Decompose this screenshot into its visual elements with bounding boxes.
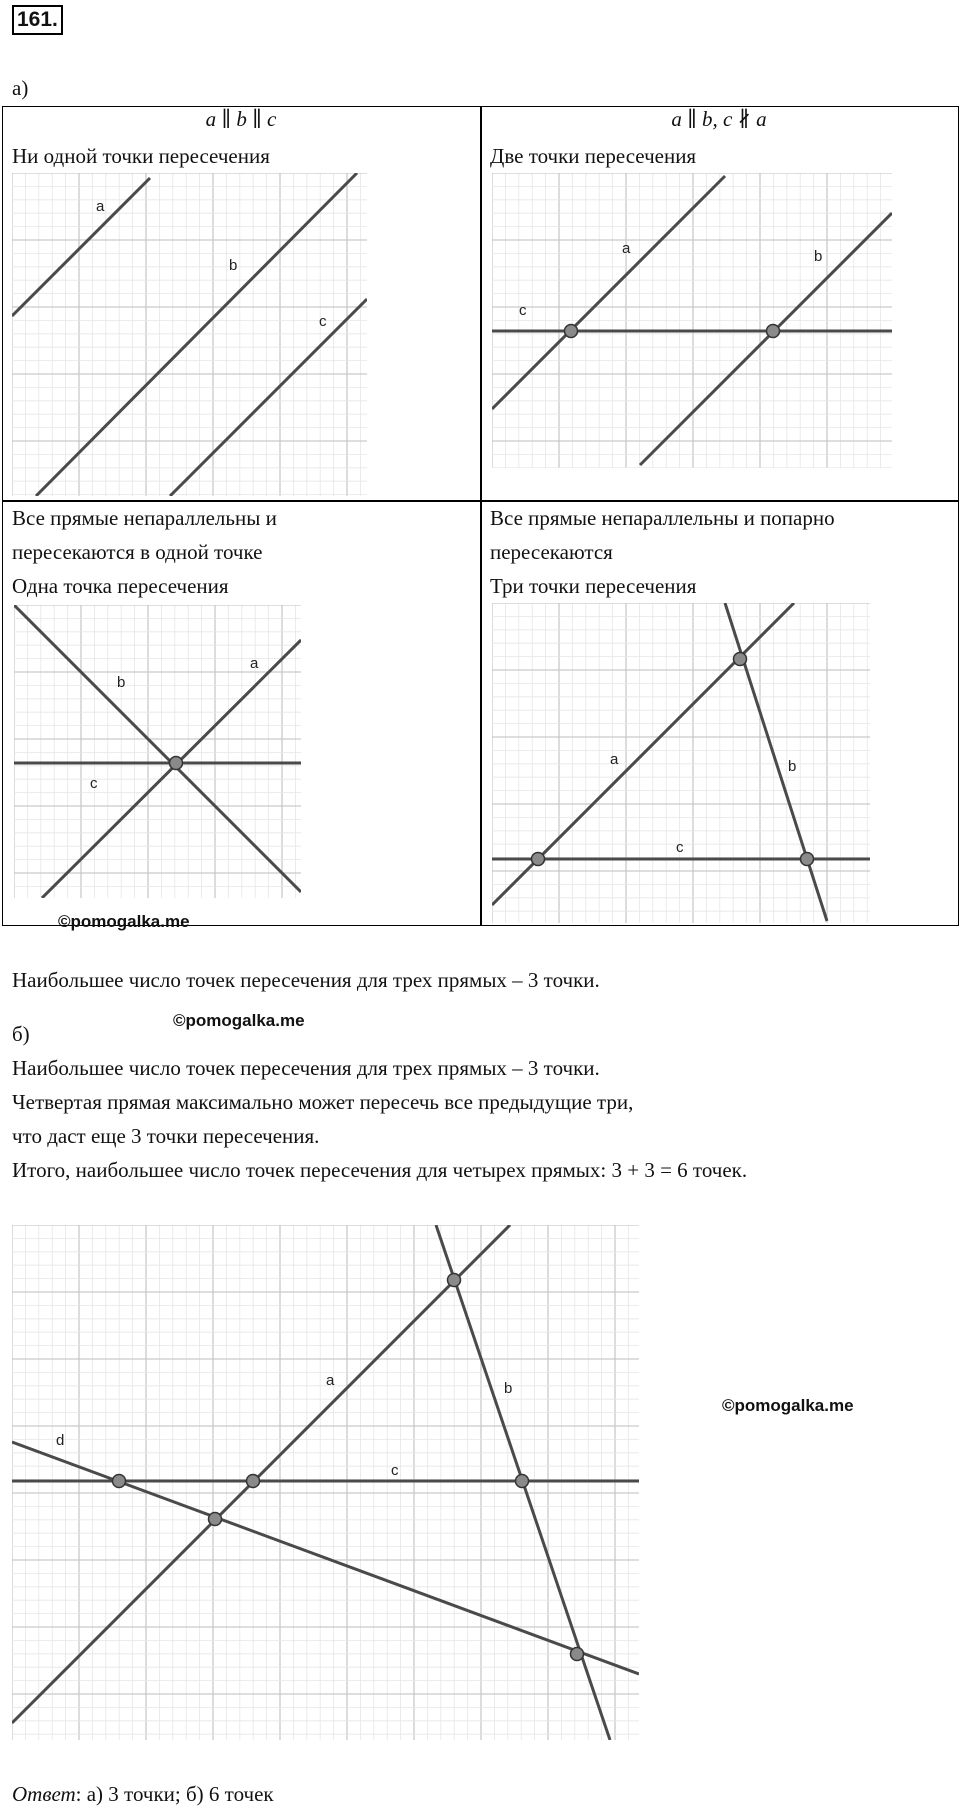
line-a xyxy=(12,178,150,316)
line-b xyxy=(725,603,827,921)
label-c: c xyxy=(519,302,527,319)
part-b-line-2: Четвертая прямая максимально может пересечь все предыдущие три, xyxy=(12,1090,634,1114)
line-b xyxy=(36,173,357,496)
label-b: b xyxy=(229,257,238,274)
label-b: b xyxy=(504,1380,513,1397)
table-divider-vertical xyxy=(480,106,482,926)
intersection-point xyxy=(532,853,545,866)
intersection-point xyxy=(734,653,747,666)
answer xyxy=(12,1782,274,1806)
conclusion-a: Наибольшее число точек пересечения для трех прямых – 3 точки. xyxy=(12,968,600,992)
label-b: b xyxy=(788,758,797,775)
graph-paper-grid xyxy=(12,173,367,496)
intersection-point xyxy=(565,325,578,338)
intersection-point xyxy=(516,1475,529,1488)
label-c: c xyxy=(319,313,327,330)
part-a-label: а) xyxy=(12,76,29,100)
label-a: a xyxy=(96,198,105,215)
answer-text: : а) 3 точки; б) 6 точек xyxy=(75,1782,274,1806)
label-c: c xyxy=(90,775,98,792)
label-c: c xyxy=(676,839,684,856)
intersection-point xyxy=(113,1475,126,1488)
label-d: d xyxy=(56,1432,65,1449)
cell-3-line-2: пересекаются в одной точке xyxy=(12,540,263,564)
watermark: ©pomogalka.me xyxy=(173,1011,305,1030)
intersection-point xyxy=(801,853,814,866)
cell-1-title: a ∥ b ∥ c xyxy=(205,107,277,131)
watermark: ©pomogalka.me xyxy=(722,1396,854,1415)
label-a: a xyxy=(610,751,619,768)
intersection-point xyxy=(571,1648,584,1661)
part-b-label: б) xyxy=(12,1022,30,1046)
label-c: c xyxy=(391,1462,399,1479)
cell-3-line-3: Одна точка пересечения xyxy=(12,574,229,598)
label-b: b xyxy=(814,248,823,265)
cell-4-line-2: пересекаются xyxy=(490,540,613,564)
table-divider-horizontal xyxy=(2,500,959,502)
watermark: ©pomogalka.me xyxy=(58,912,190,931)
line-a xyxy=(12,1225,513,1723)
line-b xyxy=(14,605,301,892)
intersection-point xyxy=(209,1513,222,1526)
figure-three-intersections xyxy=(492,603,870,923)
cell-4-line-3: Три точки пересечения xyxy=(490,574,697,598)
label-a: a xyxy=(622,240,631,257)
intersection-point xyxy=(767,325,780,338)
figure-four-lines xyxy=(12,1225,639,1740)
part-b-line-3: что даст еще 3 точки пересечения. xyxy=(12,1124,320,1148)
label-a: a xyxy=(326,1372,335,1389)
cell-4-line-1: Все прямые непараллельны и попарно xyxy=(490,506,835,530)
figure-parallel-lines xyxy=(12,173,367,496)
label-a: a xyxy=(250,655,259,672)
cell-3-line-1: Все прямые непараллельны и xyxy=(12,506,277,530)
cell-2-caption: Две точки пересечения xyxy=(490,144,697,168)
answer-label: Ответ xyxy=(12,1782,76,1806)
cell-1-caption: Ни одной точки пересечения xyxy=(12,144,270,168)
figure-one-intersection xyxy=(14,605,301,898)
intersection-point xyxy=(448,1274,461,1287)
intersection-point xyxy=(170,757,183,770)
figure-two-intersections xyxy=(492,173,892,468)
label-b: b xyxy=(117,674,126,691)
graph-paper-grid xyxy=(492,173,892,468)
intersection-point xyxy=(247,1475,260,1488)
part-b-line-4: Итого, наибольшее число точек пересечения для четырех прямых: 3 + 3 = 6 точек. xyxy=(12,1158,748,1182)
cell-2-title: a ∥ b, c ∦ a xyxy=(671,107,767,131)
problem-number: 161. xyxy=(12,5,63,35)
part-b-line-1: Наибольшее число точек пересечения для трех прямых – 3 точки. xyxy=(12,1056,600,1080)
